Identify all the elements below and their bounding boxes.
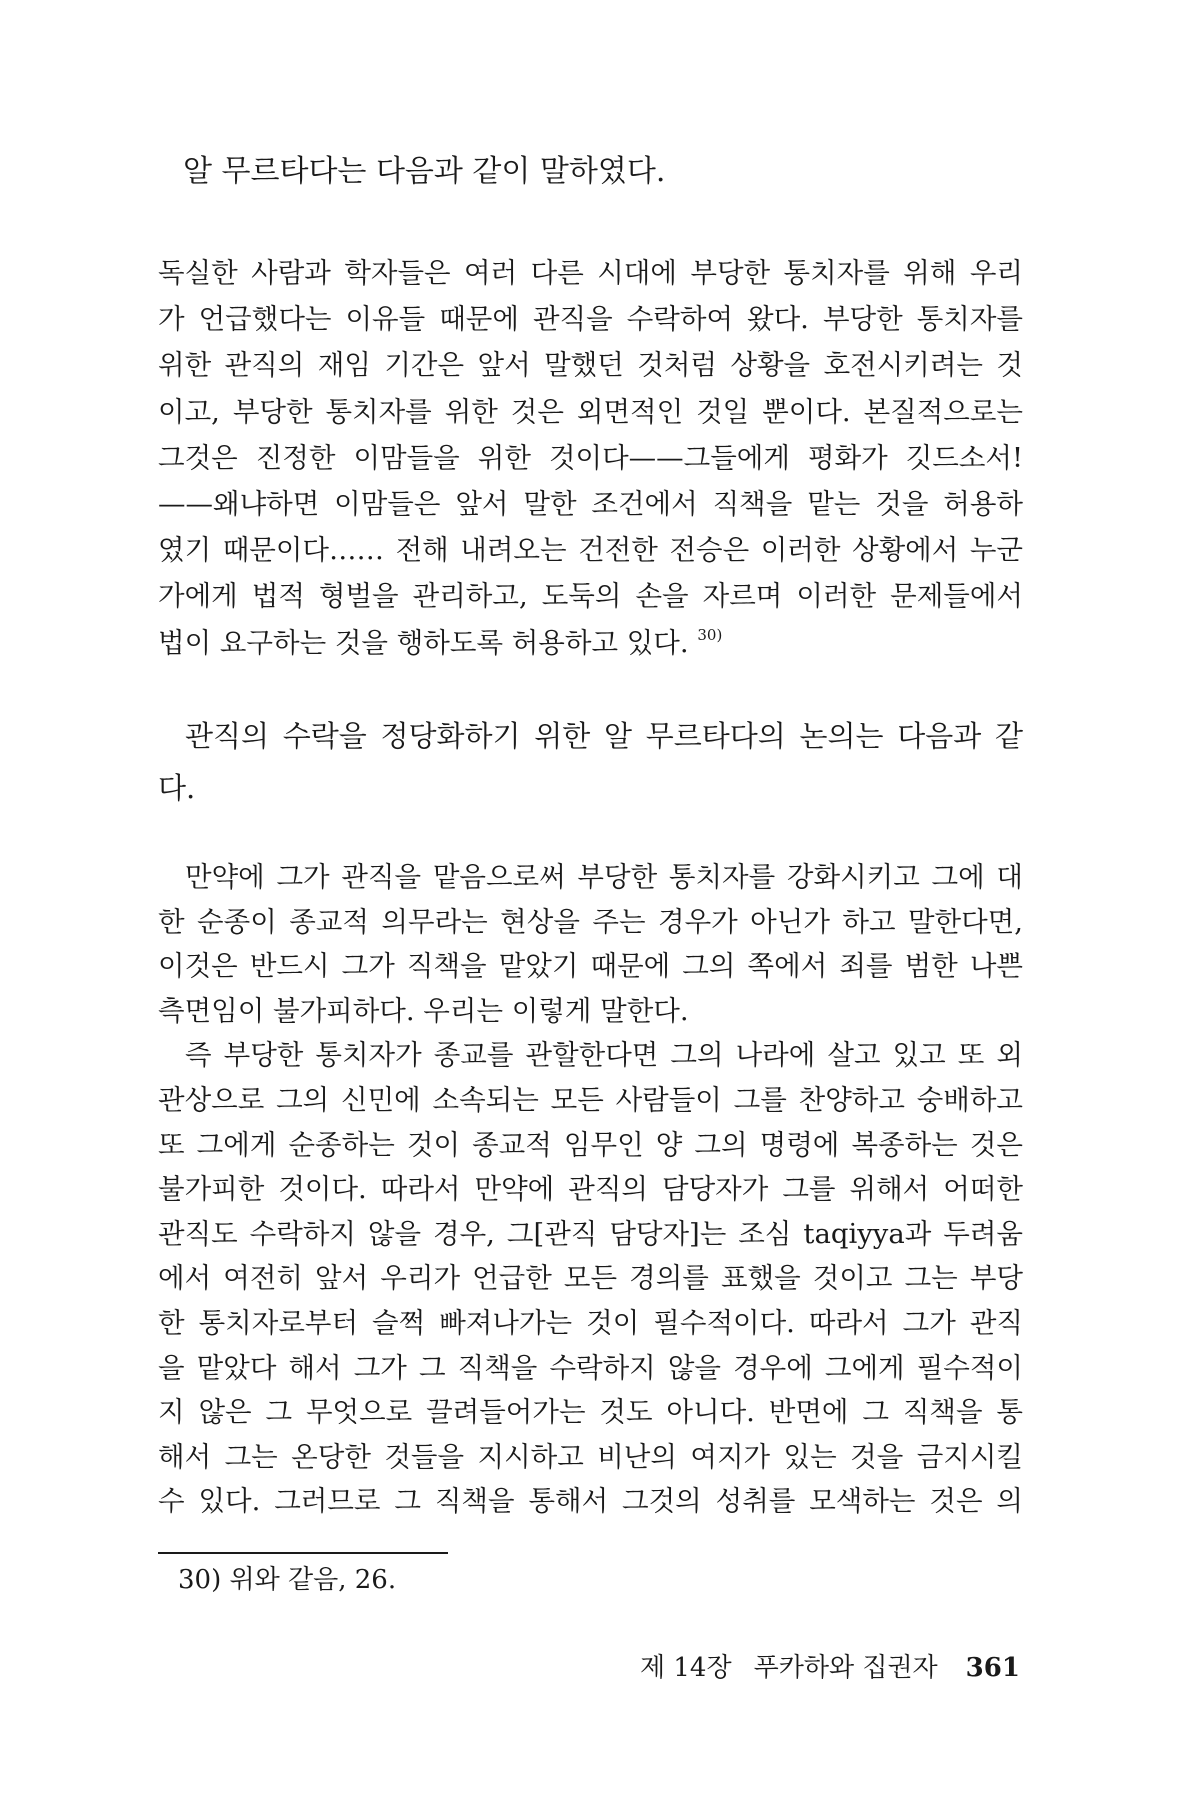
body-line: 이것은 반드시 그가 직책을 맡았기 때문에 그의 쪽에서 죄를 범한 나쁜 (158, 950, 1023, 983)
footnote-divider (158, 1552, 448, 1554)
body-line: 즉 부당한 통치자가 종교를 관할한다면 그의 나라에 살고 있고 또 외 (185, 1039, 1023, 1072)
body-line: 한 순종이 종교적 의무라는 현상을 주는 경우가 아닌가 하고 말한다면, (158, 905, 1023, 938)
block-quote (158, 250, 1023, 666)
body-line: 한 통치자로부터 슬쩍 빠져나가는 것이 필수적이다. 따라서 그가 관직 (158, 1306, 1023, 1339)
transition-paragraph (158, 710, 1023, 814)
page-number: 361 (965, 1653, 1020, 1683)
quote-line: 독실한 사람과 학자들은 여러 다른 시대에 부당한 통치자를 위해 우리 (158, 257, 1023, 289)
quote-line: ——왜냐하면 이맘들은 앞서 말한 조건에서 직책을 맡는 것을 허용하 (158, 488, 1023, 521)
quote-line: 가 언급했다는 이유들 때문에 관직을 수락하여 왔다. 부당한 통치자를 (158, 303, 1023, 336)
body-line: 불가피한 것이다. 따라서 만약에 관직의 담당자가 그를 위해서 어떠한 (158, 1173, 1023, 1206)
body-line: 관직도 수락하지 않을 경우, 그[관직 담당자]는 조심 taqiyya과 두려움 (158, 1217, 1023, 1250)
body-line: 또 그에게 순종하는 것이 종교적 임무인 양 그의 명령에 복종하는 것은 (158, 1128, 1023, 1161)
quote-line-text: 법이 요구하는 것을 행하도록 허용하고 있다. (158, 626, 689, 659)
quote-line: 이고, 부당한 통치자를 위한 것은 외면적인 것일 뿐이다. 본질적으로는 (158, 395, 1023, 428)
quote-line: 그것은 진정한 이맘들을 위한 것이다——그들에게 평화가 깃드소서! (158, 441, 1023, 474)
body-line: 측면임이 불가피하다. 우리는 이렇게 말한다. (158, 994, 689, 1027)
quote-line: 가에게 법적 형벌을 관리하고, 도둑의 손을 자르며 이러한 문제들에서 (158, 580, 1023, 613)
body-line: 관상으로 그의 신민에 소속되는 모든 사람들이 그를 찬양하고 숭배하고 (158, 1083, 1023, 1116)
body-line: 지 않은 그 무엇으로 끌려들어가는 것도 아니다. 반면에 그 직책을 통 (158, 1396, 1023, 1429)
body-line: 에서 여전히 앞서 우리가 언급한 모든 경의를 표했을 것이고 그는 부당 (158, 1262, 1023, 1295)
quote-line: 위한 관직의 재임 기간은 앞서 말했던 것처럼 상황을 호전시키려는 것 (158, 349, 1023, 382)
chapter-label: 제 14장 (640, 1653, 732, 1683)
body-line: 수 있다. 그러므로 그 직책을 통해서 그것의 성취를 모색하는 것은 의 (158, 1485, 1023, 1518)
paragraph-line: 다. (158, 771, 196, 805)
quote-line: 였기 때문이다…… 전해 내려오는 건전한 전승은 이러한 상황에서 누군 (158, 534, 1023, 567)
quoted-argument (158, 855, 1023, 1524)
chapter-title: 푸카하와 집권자 (753, 1653, 938, 1683)
paragraph-line: 관직의 수락을 정당화하기 위한 알 무르타다의 논의는 다음과 같 (185, 719, 1023, 753)
footnote: 30) 위와 같음, 26. (178, 1565, 397, 1595)
quote-line-last (158, 620, 1023, 666)
body-line: 만약에 그가 관직을 맡음으로써 부당한 통치자를 강화시키고 그에 대 (185, 861, 1023, 893)
body-line: 해서 그는 온당한 것들을 지시하고 비난의 여지가 있는 것을 금지시킬 (158, 1440, 1023, 1473)
footnote-reference: 30) (697, 625, 723, 644)
body-line: 을 맡았다 해서 그가 그 직책을 수락하지 않을 경우에 그에게 필수적이 (158, 1351, 1023, 1384)
running-footer (640, 1650, 1020, 1686)
intro-sentence: 알 무르타다는 다음과 같이 말하였다. (183, 154, 666, 189)
